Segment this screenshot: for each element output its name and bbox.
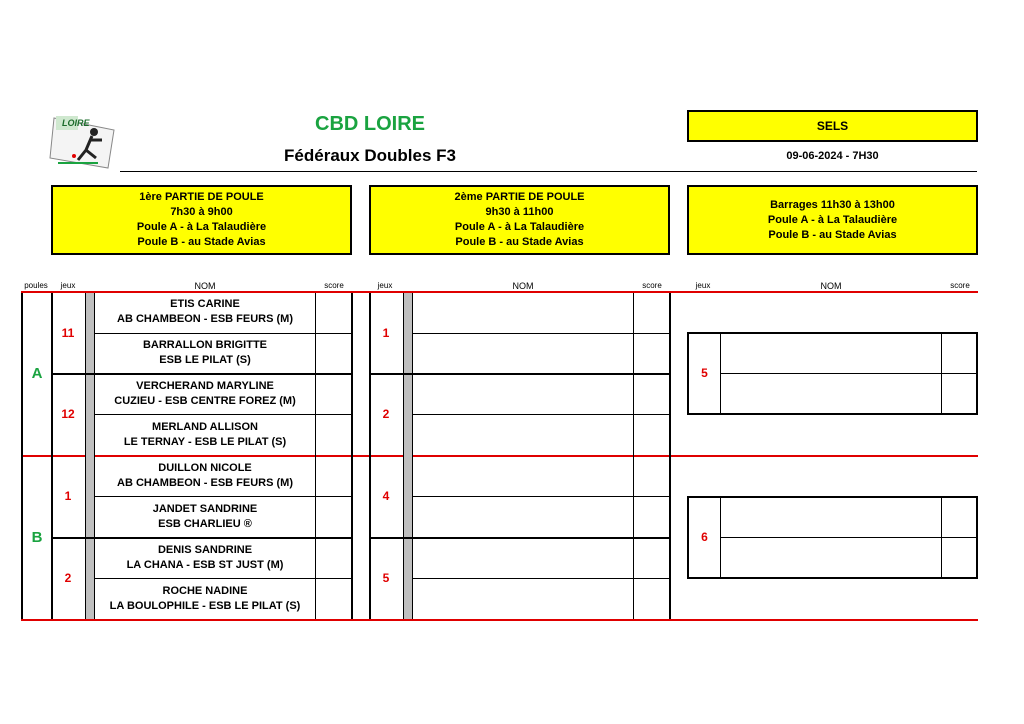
gray-bar xyxy=(85,293,94,619)
barrage-line: Poule A - à La Talaudière xyxy=(767,213,898,226)
player-name: DENIS SANDRINE xyxy=(157,544,253,556)
team-entry xyxy=(95,338,315,368)
club-name: AB CHAMBEON - ESB FEURS (M) xyxy=(117,313,293,325)
grid-line xyxy=(369,373,670,375)
phase-2-line: 9h30 à 11h00 xyxy=(485,206,554,218)
grid-line xyxy=(85,293,86,619)
grid-line xyxy=(315,293,316,619)
team-entry xyxy=(95,584,315,614)
page-title: CBD LOIRE xyxy=(315,113,425,135)
player-name: JANDET SANDRINE xyxy=(152,503,258,515)
game-number: 1 xyxy=(382,326,390,340)
barrage-line: Barrages 11h30 à 13h00 xyxy=(770,198,895,211)
game-number: 1 xyxy=(64,489,72,503)
grid-line xyxy=(412,414,670,415)
phase-2-box xyxy=(369,185,670,255)
game-number: 2 xyxy=(64,571,72,585)
poule-label: A xyxy=(31,365,43,382)
grid-line xyxy=(369,537,670,539)
player-name: BARRALLON BRIGITTE xyxy=(142,339,268,351)
grid-line xyxy=(720,373,976,374)
col-header-nom: NOM xyxy=(512,281,534,291)
col-header-jeux: jeux xyxy=(695,281,711,290)
grid-line xyxy=(412,333,670,334)
grid-line xyxy=(51,537,352,539)
location-box xyxy=(687,110,978,142)
game-number: 4 xyxy=(382,489,390,503)
game-number: 5 xyxy=(382,571,390,585)
club-name: LE TERNAY - ESB LE PILAT (S) xyxy=(123,436,287,448)
club-name: LA CHANA - ESB ST JUST (M) xyxy=(126,559,284,571)
col-header-jeux: jeux xyxy=(377,281,393,290)
grid-line xyxy=(51,373,352,375)
poule-label: B xyxy=(31,529,43,546)
player-name: DUILLON NICOLE xyxy=(158,462,252,474)
club-name: CUZIEU - ESB CENTRE FOREZ (M) xyxy=(114,395,296,407)
club-name: ESB LE PILAT (S) xyxy=(159,354,251,366)
phase-1-box xyxy=(51,185,352,255)
barrage-line: Poule B - au Stade Avias xyxy=(768,228,897,241)
game-number: 12 xyxy=(61,407,75,421)
location-label: SELS xyxy=(816,118,849,133)
grid-line xyxy=(412,293,413,619)
red-separator xyxy=(21,455,978,457)
grid-line xyxy=(21,293,23,619)
col-header-nom: NOM xyxy=(820,281,842,291)
barrage-game-number: 5 xyxy=(701,366,708,380)
team-entry xyxy=(95,420,315,450)
logo xyxy=(48,110,118,172)
page-subtitle: Fédéraux Doubles F3 xyxy=(284,146,456,165)
logo-text: LOIRE xyxy=(62,118,90,128)
red-separator xyxy=(21,291,978,293)
club-name: AB CHAMBEON - ESB FEURS (M) xyxy=(117,477,293,489)
grid-line xyxy=(94,414,352,415)
grid-line xyxy=(94,496,352,497)
date-time: 09-06-2024 - 7H30 xyxy=(786,150,879,162)
player-name: ROCHE NADINE xyxy=(162,585,248,597)
col-header-score: score xyxy=(950,281,970,290)
phase-2-line: 2ème PARTIE DE POULE xyxy=(454,191,585,203)
player-name: ETIS CARINE xyxy=(170,298,240,310)
team-entry xyxy=(95,543,315,573)
team-entry xyxy=(95,502,315,532)
club-name: LA BOULOPHILE - ESB LE PILAT (S) xyxy=(109,600,301,612)
player-name: VERCHERAND MARYLINE xyxy=(136,380,274,392)
grid-line xyxy=(633,293,634,619)
col-header-poules: poules xyxy=(24,281,48,290)
team-entry xyxy=(95,461,315,491)
game-number: 2 xyxy=(382,407,390,421)
phase-1-line: 1ère PARTIE DE POULE xyxy=(139,191,264,203)
club-name: ESB CHARLIEU ® xyxy=(158,518,252,530)
phase-1-line: 7h30 à 9h00 xyxy=(170,206,233,218)
grid-line xyxy=(720,537,976,538)
grid-line xyxy=(669,293,671,619)
team-entry xyxy=(95,297,315,327)
grid-line xyxy=(94,333,352,334)
phase-1-line: Poule A - à La Talaudière xyxy=(136,221,267,233)
team-entry xyxy=(95,379,315,409)
grid-line xyxy=(351,293,353,619)
barrage-game-number: 6 xyxy=(701,530,708,544)
col-header-score: score xyxy=(642,281,662,290)
grid-line xyxy=(403,293,404,619)
title-underline xyxy=(120,171,977,172)
player-name: MERLAND ALLISON xyxy=(152,421,258,433)
grid-line xyxy=(412,496,670,497)
red-separator xyxy=(21,619,978,621)
col-header-jeux: jeux xyxy=(60,281,76,290)
col-header-nom: NOM xyxy=(194,281,216,291)
phase-1-line: Poule B - au Stade Avias xyxy=(137,236,266,248)
gray-bar xyxy=(403,293,412,619)
grid-line xyxy=(412,578,670,579)
game-number: 11 xyxy=(61,326,75,340)
col-header-score: score xyxy=(324,281,344,290)
phase-2-line: Poule B - au Stade Avias xyxy=(455,236,584,248)
phase-2-line: Poule A - à La Talaudière xyxy=(454,221,585,233)
barrage-box xyxy=(687,185,978,255)
grid-line xyxy=(94,578,352,579)
